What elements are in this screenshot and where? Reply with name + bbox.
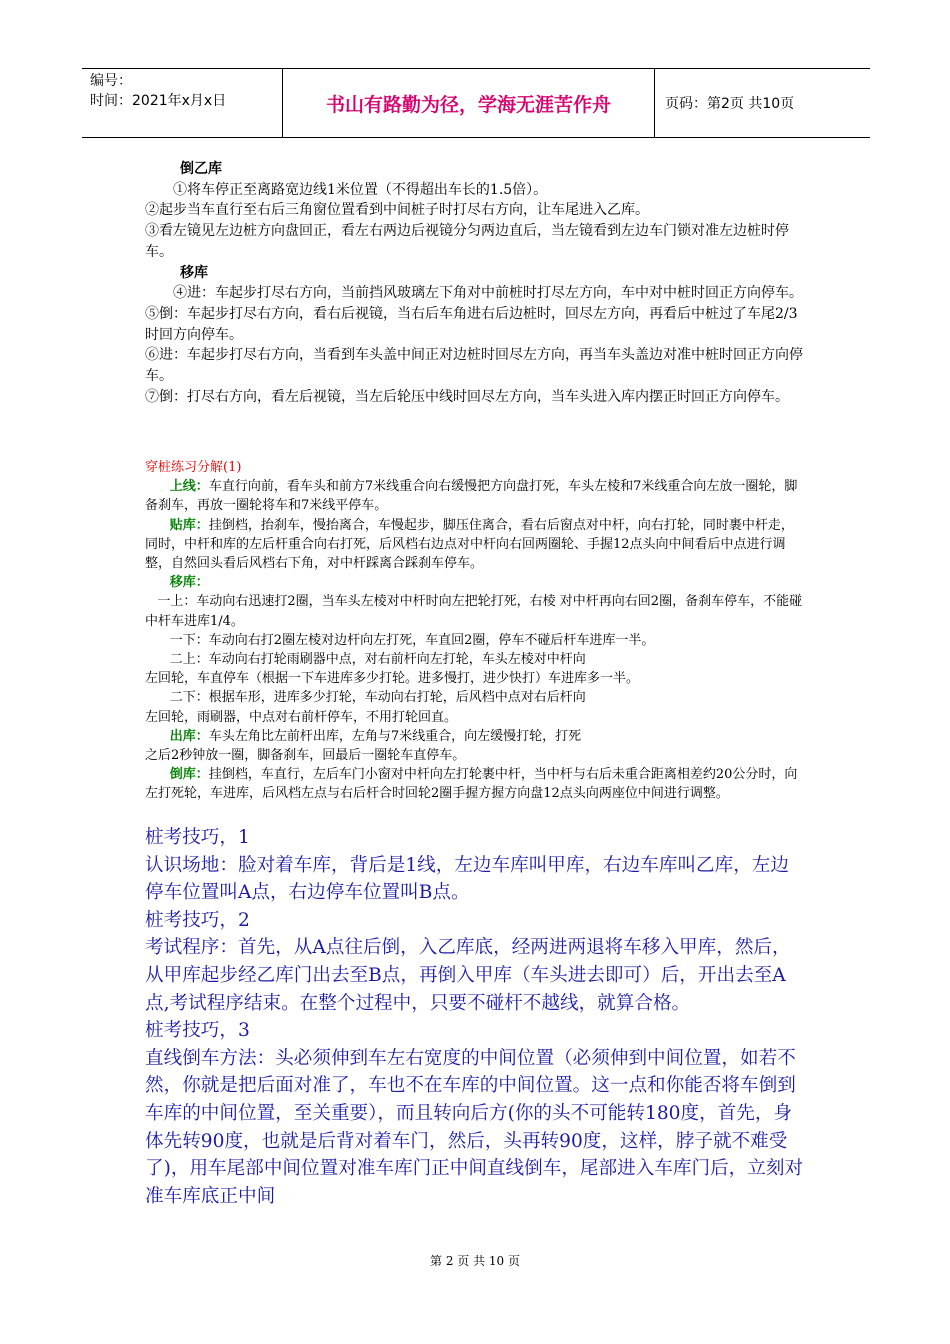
paragraph: 左回轮，车直停车（根据一下车进库多少打轮。进多慢打，进少快打）车进库多一半。 [145,671,640,687]
number-label: 编号： [90,73,132,89]
step-text: 车直行向前，看车头和前方7米线重合向右缓慢把方向盘打死，车头左棱和7米线重合向左放一圈轮，脚备刹车，再放一圈轮将车和7米线平停车。 [145,479,798,514]
paragraph [145,592,805,630]
paragraph: ⑤倒：车起步打尽右方向，看右后视镜，当右后车角进右后边桩时，回尽左方向，再看后中桩过了车尾2/3时回方向停车。 [145,305,798,343]
step-text: 车头左角比左前杆出库，左角与7米线重合，向左缓慢打轮，打死 [208,728,582,744]
header-page-info: 页码：第2页 共10页 [665,96,795,112]
step-text: 一下：车动向右打2圈左棱对边杆向左打死，车直回2圈，停车不碰后杆车进库一半。 [169,632,655,648]
header-motto: 书山有路勤为径，学海无涯苦作舟 [283,69,655,137]
paragraph [145,631,805,650]
section-pile-tips [145,824,805,1210]
page-footer: 第 2 页 共 10 页 [430,1254,520,1268]
tip-title: 桩考技巧，1 [145,827,250,848]
step-text: 二下：根据车形，进库多少打轮，车动向右打轮，后风档中点对右后杆向 [169,690,586,706]
section-reverse-parking [145,159,805,407]
paragraph [145,516,805,574]
paragraph: 直线倒车方法：头必须伸到车左右宽度的中间位置（必须伸到中间位置，如若不然，你就是把后面对准了，车也不在车库的中间位置。这一点和你能否将车倒到车库的中间位置，至关重要），而且转向后方(你的头不可能转180度，首先，身体先转90度，也就是后背对着车门，然后，头再转90度，这样，脖子就不难受了)，用车尾部中间位置对准车库门正中间直线倒车，尾部进入车库门后，立刻对准车库底正中间 [145,1047,804,1207]
tip-title: 桩考技巧，2 [145,909,250,931]
paragraph: ④进：车起步打尽右方向，当前挡风玻璃左下角对中前桩时打尽左方向，车中对中桩时回正方向停车。 [145,285,803,302]
section-title-reverse: 倒乙库 [180,161,222,177]
paragraph: ①将车停正至离路宽边线1米位置（不得超出车长的1.5倍）。 [145,181,548,198]
step-label: 上线： [169,479,209,495]
section-pile-practice [145,458,805,804]
paragraph: 考试程序：首先，从A点往后倒，入乙库底，经两进两退将车移入甲库，然后，从甲库起步经乙库门出去至B点，再倒入甲库（车头进去即可）后，开出去至A点,考试程序结束。在整个过程中，只要不碰杆不越线，就算合格。 [145,937,791,1014]
paragraph: ②起步当车直行至右后三角窗位置看到中间桩子时打尽右方向，让车尾进入乙库。 [145,202,649,219]
step-label: 移库： [169,575,209,591]
paragraph [145,765,805,803]
step-text: 一上：车动向右迅速打2圈，当车头左棱对中杆时向左把轮打死，右棱 对中杆再向右回2圈，备刹车停车，不能碰中杆车进库1/4。 [145,594,803,629]
header-meta [82,69,283,137]
paragraph [145,477,805,515]
paragraph: ⑦倒：打尽右方向，看左后视镜，当左后轮压中线时回尽左方向，当车头进入库内摆正时回正方向停车。 [145,388,789,405]
paragraph [145,650,805,669]
step-text: 挂倒档，车直行，左后车门小窗对中杆向左打轮裹中杆，当中杆与右后未重合距离相差约20公分时，向左打死轮，车进库，后风档左点与右后杆合时回轮2圈手握方握方向盘12点头向两座位中间进行调整。 [145,767,798,802]
paragraph: ③看左镜见左边桩方向盘回正，看左右两边后视镜分匀两边直后，当左镜看到左边车门锁对准左边桩时停车。 [145,223,789,260]
paragraph: ⑥进：车起步打尽右方向，当看到车头盖中间正对边桩时回尽左方向，再当车头盖边对准中桩时回正方向停车。 [145,347,803,385]
tip-title: 桩考技巧，3 [145,1020,250,1042]
section-title-move: 移库 [180,264,208,281]
step-label: 出库： [169,728,209,744]
paragraph: 认识场地：脸对着车库，背后是1线，左边车库叫甲库，右边车库叫乙库，左边停车位置叫A点，右边停车位置叫B点。 [145,854,790,904]
time-label: 时间：2021年x月x日 [90,93,227,109]
paragraph [145,688,805,707]
paragraph [145,573,805,592]
step-label: 贴库： [169,517,209,533]
paragraph: 左回轮，雨刷器，中点对右前杆停车，不用打轮回直。 [145,709,458,725]
paragraph: 之后2秒钟放一圈，脚备刹车，回最后一圈轮车直停车。 [145,748,466,764]
step-text: 挂倒档，抬刹车，慢抬离合，车慢起步，脚压住离合，看右后窗点对中杆，向右打轮，同时裹中杆走，同时，中杆和库的左后杆重合向右打死，后风档右边点对中杆向右回两圈轮、手握12点头向中间看后中点进行调整，自然回头看后风档右下角，对中杆踩离合踩刹车停车。 [145,517,794,572]
step-text: 二上：车动向右打轮雨刷器中点，对右前杆向左打轮，车头左棱对中杆向 [169,652,586,668]
section-title-practice: 穿桩练习分解(1) [145,460,242,475]
paragraph [145,727,805,746]
step-label: 倒库： [169,767,209,783]
header-table [82,68,870,138]
